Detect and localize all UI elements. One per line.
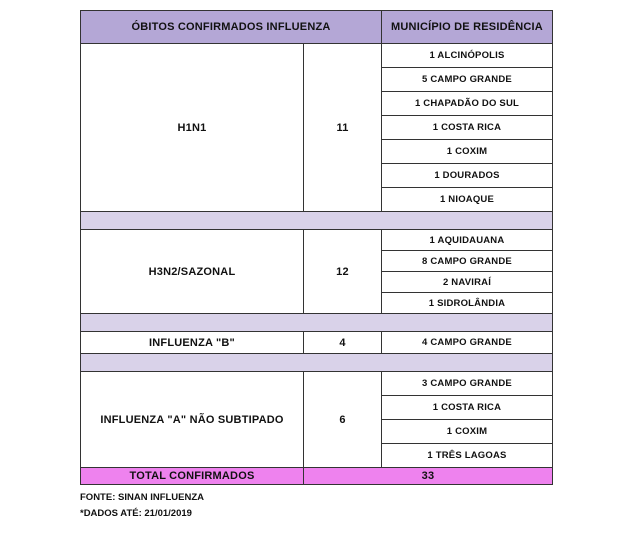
influenza-type-cell: H3N2/SAZONAL xyxy=(81,230,304,314)
influenza-type-cell: INFLUENZA "B" xyxy=(81,332,304,354)
municipio-cell: 1 DOURADOS xyxy=(382,164,553,188)
municipio-cell: 1 CHAPADÃO DO SUL xyxy=(382,92,553,116)
municipio-cell: 4 CAMPO GRANDE xyxy=(382,332,553,354)
separator-row xyxy=(81,314,553,332)
influenza-deaths-sheet xyxy=(80,10,552,522)
table-row xyxy=(81,372,553,396)
death-count-cell: 6 xyxy=(304,372,382,468)
death-count-cell: 12 xyxy=(304,230,382,314)
source-note: FONTE: SINAN INFLUENZA xyxy=(80,492,205,503)
table-row xyxy=(81,332,553,354)
table-row xyxy=(81,230,553,251)
death-count-cell: 11 xyxy=(304,44,382,212)
influenza-deaths-table xyxy=(80,10,553,485)
header-municipio: MUNICÍPIO DE RESIDÊNCIA xyxy=(382,11,553,44)
separator-row xyxy=(81,354,553,372)
municipio-cell: 1 AQUIDAUANA xyxy=(382,230,553,251)
total-row xyxy=(81,468,553,485)
table-row xyxy=(81,44,553,68)
header-row xyxy=(81,11,553,44)
municipio-cell: 1 TRÊS LAGOAS xyxy=(382,444,553,468)
municipio-cell: 1 COXIM xyxy=(382,420,553,444)
municipio-cell: 2 NAVIRAÍ xyxy=(382,272,553,293)
separator-row xyxy=(81,212,553,230)
date-note: *DADOS ATÉ: 21/01/2019 xyxy=(80,508,192,519)
municipio-cell: 1 NIOAQUE xyxy=(382,188,553,212)
municipio-cell: 8 CAMPO GRANDE xyxy=(382,251,553,272)
municipio-cell: 1 COSTA RICA xyxy=(382,116,553,140)
total-value: 33 xyxy=(304,468,553,485)
municipio-cell: 1 COSTA RICA xyxy=(382,396,553,420)
municipio-cell: 1 SIDROLÂNDIA xyxy=(382,293,553,314)
total-label: TOTAL CONFIRMADOS xyxy=(81,468,304,485)
influenza-type-cell: INFLUENZA "A" NÃO SUBTIPADO xyxy=(81,372,304,468)
death-count-cell: 4 xyxy=(304,332,382,354)
municipio-cell: 1 COXIM xyxy=(382,140,553,164)
footer-notes xyxy=(80,490,552,522)
municipio-cell: 3 CAMPO GRANDE xyxy=(382,372,553,396)
header-obitos: ÓBITOS CONFIRMADOS INFLUENZA xyxy=(81,11,382,44)
municipio-cell: 1 ALCINÓPOLIS xyxy=(382,44,553,68)
influenza-type-cell: H1N1 xyxy=(81,44,304,212)
municipio-cell: 5 CAMPO GRANDE xyxy=(382,68,553,92)
